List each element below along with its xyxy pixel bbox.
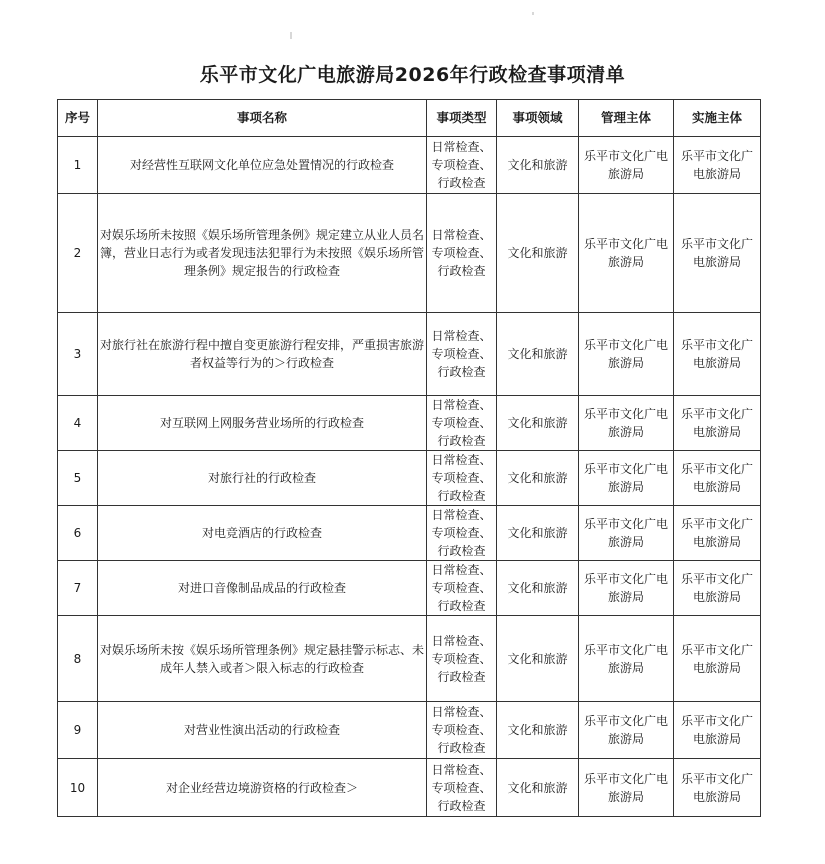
cell-executor: 乐平市文化广电旅游局 xyxy=(674,194,761,313)
cell-type: 日常检查、专项检查、行政检查 xyxy=(427,616,497,702)
cell-manager: 乐平市文化广电旅游局 xyxy=(579,194,674,313)
cell-domain: 文化和旅游 xyxy=(497,561,579,616)
table-row xyxy=(58,313,761,396)
header-manager: 管理主体 xyxy=(579,100,674,137)
cell-manager: 乐平市文化广电旅游局 xyxy=(579,759,674,817)
cell-executor: 乐平市文化广电旅游局 xyxy=(674,396,761,451)
cell-manager: 乐平市文化广电旅游局 xyxy=(579,451,674,506)
cell-index: 9 xyxy=(58,702,98,759)
cell-domain: 文化和旅游 xyxy=(497,506,579,561)
cell-manager: 乐平市文化广电旅游局 xyxy=(579,506,674,561)
table-row xyxy=(58,451,761,506)
table-row xyxy=(58,616,761,702)
cell-manager: 乐平市文化广电旅游局 xyxy=(579,616,674,702)
table-body xyxy=(58,137,761,817)
cell-name: 对企业经营边境游资格的行政检查＞ xyxy=(98,759,427,817)
cell-index: 3 xyxy=(58,313,98,396)
scan-speck xyxy=(290,32,292,39)
cell-index: 6 xyxy=(58,506,98,561)
cell-type: 日常检查、专项检查、行政检查 xyxy=(427,451,497,506)
cell-index: 1 xyxy=(58,137,98,194)
cell-name: 对旅行社在旅游行程中擅自变更旅游行程安排，严重损害旅游者权益等行为的＞行政检查 xyxy=(98,313,427,396)
table-header-row xyxy=(58,100,761,137)
cell-domain: 文化和旅游 xyxy=(497,396,579,451)
cell-manager: 乐平市文化广电旅游局 xyxy=(579,396,674,451)
scan-speck xyxy=(532,12,534,15)
table-row xyxy=(58,506,761,561)
cell-index: 8 xyxy=(58,616,98,702)
cell-manager: 乐平市文化广电旅游局 xyxy=(579,313,674,396)
inspection-items-table xyxy=(57,99,761,817)
table-row xyxy=(58,137,761,194)
cell-type: 日常检查、专项检查、行政检查 xyxy=(427,194,497,313)
cell-manager: 乐平市文化广电旅游局 xyxy=(579,561,674,616)
cell-executor: 乐平市文化广电旅游局 xyxy=(674,702,761,759)
cell-name: 对电竞酒店的行政检查 xyxy=(98,506,427,561)
cell-domain: 文化和旅游 xyxy=(497,616,579,702)
document-title: 乐平市文化广电旅游局2026年行政检查事项清单 xyxy=(199,64,626,86)
cell-manager: 乐平市文化广电旅游局 xyxy=(579,702,674,759)
header-name: 事项名称 xyxy=(98,100,427,137)
cell-index: 10 xyxy=(58,759,98,817)
cell-type: 日常检查、专项检查、行政检查 xyxy=(427,759,497,817)
header-executor: 实施主体 xyxy=(674,100,761,137)
cell-domain: 文化和旅游 xyxy=(497,194,579,313)
cell-name: 对营业性演出活动的行政检查 xyxy=(98,702,427,759)
cell-index: 4 xyxy=(58,396,98,451)
cell-type: 日常检查、专项检查、行政检查 xyxy=(427,702,497,759)
table-row xyxy=(58,561,761,616)
cell-index: 2 xyxy=(58,194,98,313)
cell-domain: 文化和旅游 xyxy=(497,451,579,506)
cell-executor: 乐平市文化广电旅游局 xyxy=(674,137,761,194)
header-type: 事项类型 xyxy=(427,100,497,137)
cell-index: 5 xyxy=(58,451,98,506)
cell-executor: 乐平市文化广电旅游局 xyxy=(674,561,761,616)
cell-type: 日常检查、专项检查、行政检查 xyxy=(427,561,497,616)
table-row xyxy=(58,396,761,451)
table-row xyxy=(58,702,761,759)
cell-name: 对旅行社的行政检查 xyxy=(98,451,427,506)
table-row xyxy=(58,759,761,817)
cell-type: 日常检查、专项检查、行政检查 xyxy=(427,506,497,561)
cell-index: 7 xyxy=(58,561,98,616)
header-index: 序号 xyxy=(58,100,98,137)
cell-domain: 文化和旅游 xyxy=(497,759,579,817)
cell-name: 对娱乐场所未按《娱乐场所管理条例》规定悬挂警示标志、未成年人禁入或者＞限入标志的行政检查 xyxy=(98,616,427,702)
cell-executor: 乐平市文化广电旅游局 xyxy=(674,759,761,817)
cell-name: 对经营性互联网文化单位应急处置情况的行政检查 xyxy=(98,137,427,194)
table-row xyxy=(58,194,761,313)
cell-name: 对娱乐场所未按照《娱乐场所管理条例》规定建立从业人员名簿，营业日志行为或者发现违法犯罪行为未按照《娱乐场所管理条例》规定报告的行政检查 xyxy=(98,194,427,313)
cell-executor: 乐平市文化广电旅游局 xyxy=(674,506,761,561)
cell-executor: 乐平市文化广电旅游局 xyxy=(674,616,761,702)
cell-type: 日常检查、专项检查、行政检查 xyxy=(427,137,497,194)
cell-executor: 乐平市文化广电旅游局 xyxy=(674,313,761,396)
cell-name: 对互联网上网服务营业场所的行政检查 xyxy=(98,396,427,451)
cell-executor: 乐平市文化广电旅游局 xyxy=(674,451,761,506)
cell-type: 日常检查、专项检查、行政检查 xyxy=(427,396,497,451)
cell-domain: 文化和旅游 xyxy=(497,313,579,396)
cell-domain: 文化和旅游 xyxy=(497,702,579,759)
cell-domain: 文化和旅游 xyxy=(497,137,579,194)
cell-name: 对进口音像制品成品的行政检查 xyxy=(98,561,427,616)
header-domain: 事项领域 xyxy=(497,100,579,137)
cell-type: 日常检查、专项检查、行政检查 xyxy=(427,313,497,396)
cell-manager: 乐平市文化广电旅游局 xyxy=(579,137,674,194)
